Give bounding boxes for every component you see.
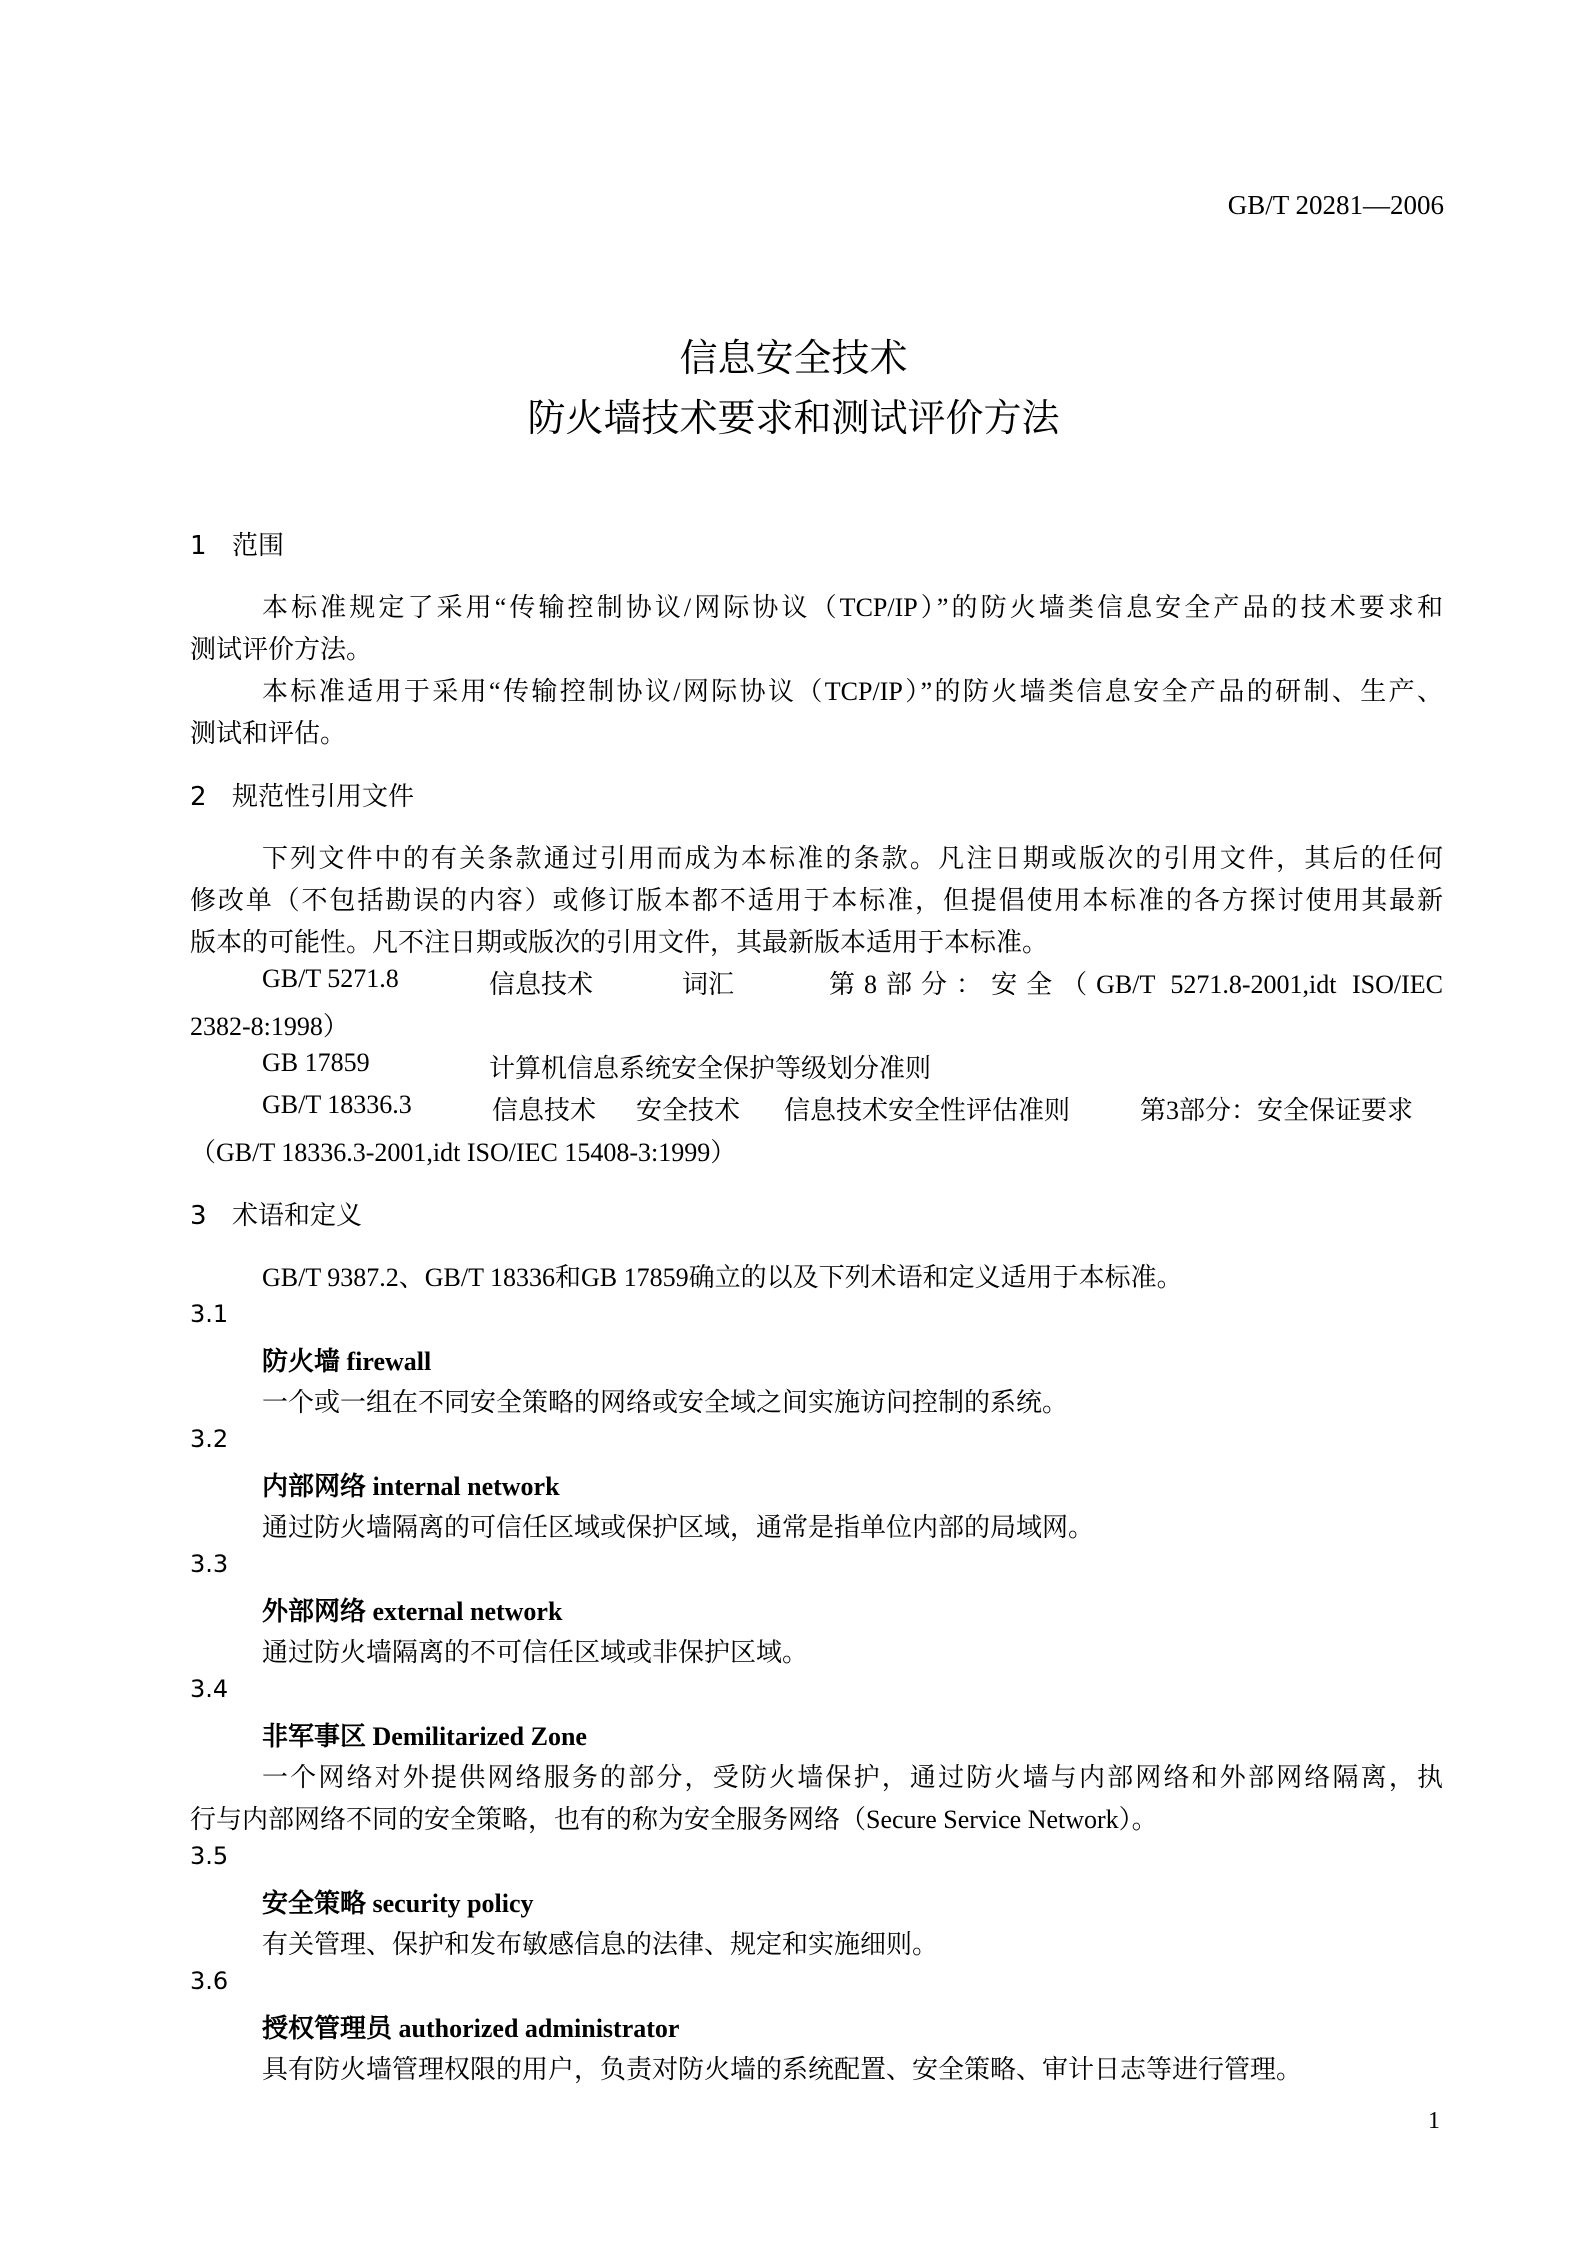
document-title-line1: 信息安全技术 [679, 336, 908, 380]
section-heading-1 [190, 525, 284, 562]
paragraph-line: 本标准适用于采用“传输控制协议/网际协议（TCP/IP）”的防火墙类信息安全产品的研制、生产、 [262, 677, 1443, 706]
term-zh: 安全策略 [262, 1889, 367, 1919]
term-en: security policy [372, 1889, 534, 1918]
document-title-line2: 防火墙技术要求和测试评价方法 [527, 396, 1060, 440]
term-heading [262, 1466, 560, 1503]
reference-continuation: （GB/T 18336.3-2001,idt ISO/IEC 15408-3:1999） [190, 1138, 737, 1167]
term-zh: 防火墙 [262, 1347, 341, 1377]
clause-number: 3.4 [190, 1675, 229, 1703]
term-zh: 外部网络 [262, 1597, 367, 1627]
term-heading [262, 2008, 679, 2045]
paragraph-line: 版本的可能性。凡不注日期或版次的引用文件，其最新版本适用于本标准。 [190, 928, 1049, 957]
term-heading [262, 1883, 534, 1920]
clause-number: 3.1 [190, 1300, 229, 1328]
section-intro: GB/T 9387.2、GB/T 18336和GB 17859确立的以及下列术语和定义适用于本标准。 [262, 1263, 1183, 1292]
clause-number: 3.3 [190, 1550, 229, 1578]
standard-number: GB/T 20281—2006 [1227, 190, 1444, 220]
term-definition: 一个或一组在不同安全策略的网络或安全域之间实施访问控制的系统。 [262, 1388, 1069, 1417]
term-definition: 具有防火墙管理权限的用户，负责对防火墙的系统配置、安全策略、审计日志等进行管理。 [262, 2055, 1303, 2084]
term-definition: 通过防火墙隔离的可信任区域或保护区域，通常是指单位内部的局域网。 [262, 1513, 1095, 1542]
clause-number: 3.2 [190, 1425, 229, 1453]
reference-code: GB/T 5271.8 [262, 964, 399, 993]
section-title: 术语和定义 [232, 1201, 363, 1231]
section-heading-3 [190, 1195, 362, 1232]
section-number: 2 [190, 782, 207, 812]
paragraph-line: 下列文件中的有关条款通过引用而成为本标准的条款。凡注日期或版次的引用文件，其后的任何 [262, 844, 1443, 873]
term-definition: 通过防火墙隔离的不可信任区域或非保护区域。 [262, 1638, 809, 1667]
paragraph-line: 测试和评估。 [190, 719, 347, 748]
term-en: external network [372, 1597, 563, 1626]
page-number: 1 [1428, 2108, 1440, 2134]
reference-title-part: 信息技术 [492, 1096, 597, 1125]
clause-number: 3.6 [190, 1967, 229, 1995]
term-zh: 内部网络 [262, 1472, 367, 1502]
term-en: firewall [346, 1347, 432, 1376]
section-title: 规范性引用文件 [232, 782, 415, 812]
term-definition: 一个网络对外提供网络服务的部分，受防火墙保护，通过防火墙与内部网络和外部网络隔离，执 [262, 1763, 1443, 1792]
reference-code: GB 17859 [262, 1048, 370, 1077]
paragraph-line: 修改单（不包括勘误的内容）或修订版本都不适用于本标准，但提倡使用本标准的各方探讨使用其最新 [190, 886, 1443, 915]
term-zh: 授权管理员 [262, 2014, 393, 2044]
term-en: internal network [372, 1472, 560, 1501]
reference-title-part: 计算机信息系统安全保护等级划分准则 [489, 1054, 932, 1083]
reference-title-part: 信息技术 [489, 970, 594, 999]
term-definition: 行与内部网络不同的安全策略，也有的称为安全服务网络（Secure Service Network）。 [190, 1805, 1158, 1834]
term-zh: 非军事区 [262, 1722, 367, 1752]
clause-number: 3.5 [190, 1842, 229, 1870]
reference-title-part: 信息技术安全性评估准则 [784, 1096, 1071, 1125]
reference-title-part: 词汇 [682, 970, 735, 999]
term-heading [262, 1341, 431, 1378]
term-heading [262, 1716, 587, 1753]
term-heading [262, 1591, 562, 1628]
section-number: 3 [190, 1201, 207, 1231]
term-en: authorized administrator [398, 2014, 680, 2043]
section-number: 1 [190, 531, 207, 561]
section-heading-2 [190, 776, 414, 813]
reference-title-part: 第8部分：安全（GB/T 5271.8-2001,idt ISO/IEC [829, 970, 1443, 999]
paragraph-line: 本标准规定了采用“传输控制协议/网际协议（TCP/IP）”的防火墙类信息安全产品的技术要求和 [262, 593, 1443, 622]
reference-title-part: 安全技术 [636, 1096, 741, 1125]
term-definition: 有关管理、保护和发布敏感信息的法律、规定和实施细则。 [262, 1930, 939, 1959]
paragraph-line: 测试评价方法。 [190, 635, 373, 664]
term-en: Demilitarized Zone [372, 1722, 587, 1751]
reference-code: GB/T 18336.3 [262, 1090, 412, 1119]
reference-continuation: 2382-8:1998） [190, 1012, 349, 1041]
section-title: 范围 [232, 531, 285, 561]
reference-title-part: 第3部分：安全保证要求 [1140, 1096, 1414, 1125]
